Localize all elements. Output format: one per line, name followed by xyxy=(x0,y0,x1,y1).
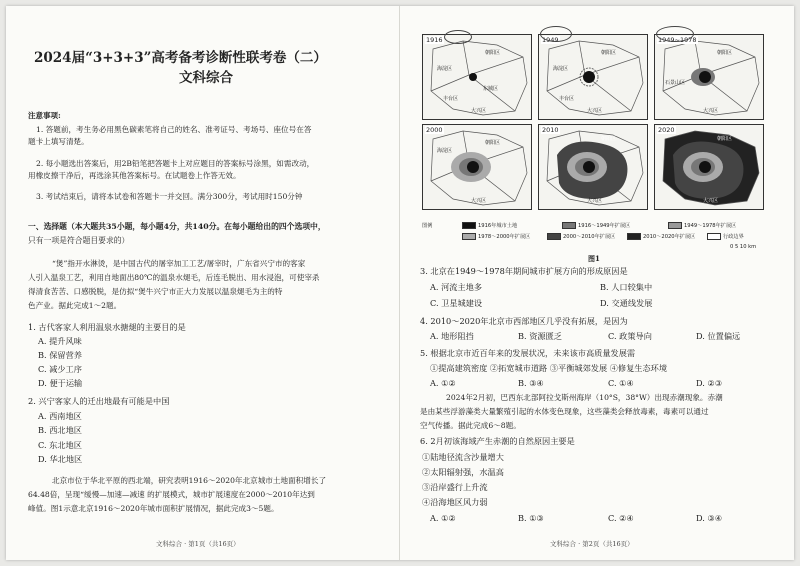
district-label: 海淀区 xyxy=(437,66,453,72)
q2-option-a[interactable]: A. 西南地区 xyxy=(38,411,82,421)
map-panel xyxy=(422,124,532,210)
q5-option-a[interactable]: A. ①② xyxy=(430,378,456,388)
map-panel xyxy=(538,34,648,120)
notice-heading: 注意事项: xyxy=(28,111,61,120)
district-label: 大兴区 xyxy=(471,108,487,114)
q2-option-d[interactable]: D. 华北地区 xyxy=(38,454,83,464)
section-heading: 一、选择题（本大题共35小题，每小题4分，共140分。在每小题给出的四个选项中， xyxy=(28,222,326,231)
q6-option-d[interactable]: D. ③④ xyxy=(696,513,723,523)
q5-option-b[interactable]: B. ③④ xyxy=(518,378,544,388)
notice-line: 题卡上填写清楚。 xyxy=(28,137,89,146)
legend-item: 2000～2010年扩展区 xyxy=(547,233,615,240)
q4-option-d[interactable]: D. 位置偏远 xyxy=(696,331,741,341)
map-year: 1949 xyxy=(542,36,559,44)
notice-line: 3. 考试结束后，请将本试卷和答题卡一并交回。满分300分，考试用时150分钟 xyxy=(36,192,303,201)
district-label: 朝阳区 xyxy=(485,140,501,146)
notice-line: 2. 每小题选出答案后，用2B铅笔把答题卡上对应题目的答案标号涂黑，如需改动， xyxy=(36,159,315,168)
passage-line: 人引入温泉工艺，利用自地面出80℃的温泉水煺毛，后连毛脱出、用水浸泡，可使宰杀 xyxy=(28,273,320,282)
legend-swatch xyxy=(707,233,721,240)
question-6: 6. 2月初该海域产生赤潮的自然原因主要是 xyxy=(420,436,575,446)
map-legend xyxy=(422,222,767,244)
district-label: 朝阳区 xyxy=(601,50,617,56)
district-label: 大兴区 xyxy=(703,198,719,204)
question-1: 1. 古代客家人利用温泉水搪煺的主要目的是 xyxy=(28,322,186,332)
notice-line: 1. 答题前，考生务必用黑色碳素笔将自己的姓名、准考证号、考场号、座位号在答 xyxy=(36,125,312,134)
district-label: 大兴区 xyxy=(703,108,719,114)
map-panel xyxy=(654,124,764,210)
q6-item: ①陆地径流含沙量增大 xyxy=(422,452,504,462)
page-footer: 文科综合 · 第2页（共16页） xyxy=(550,540,634,548)
passage-line: 2024年2月初，巴西东北部阿拉戈斯州海岸（10°S，38°W）出现赤潮现象。赤潮 xyxy=(446,393,723,402)
legend-item: 行政边界 xyxy=(707,233,744,240)
q5-option-c[interactable]: C. ①④ xyxy=(608,378,634,388)
map-year: 2020 xyxy=(658,126,675,134)
legend-item: 1949～1978年扩展区 xyxy=(668,222,736,229)
q6-item: ②太阳辐射强，水温高 xyxy=(422,467,504,477)
passage-line: 色产业。据此完成1～2题。 xyxy=(28,301,122,310)
district-label: 朝阳区 xyxy=(485,50,501,56)
q3-option-d[interactable]: D. 交通线发展 xyxy=(600,298,653,308)
exam-title: 2024届“3+3+3”高考备考诊断性联考卷（二） xyxy=(34,50,327,66)
district-label: 大兴区 xyxy=(471,198,487,204)
passage-line: 得清食苦苦、口感脱脱，是仿拟“煲牛兴宁市正大力发展以温泉煺毛为主的特 xyxy=(28,287,283,296)
map-panel xyxy=(654,34,764,120)
handwritten-circle xyxy=(656,26,694,42)
q4-option-a[interactable]: A. 地形阻挡 xyxy=(430,331,474,341)
district-label: 大兴区 xyxy=(587,108,603,114)
district-label: 东城区 xyxy=(483,86,499,92)
question-2: 2. 兴宁客家人的迁出地最有可能是中国 xyxy=(28,396,170,406)
legend-item: 1978～2000年扩展区 xyxy=(462,233,530,240)
legend-swatch xyxy=(668,222,682,229)
q4-option-b[interactable]: B. 资源匮乏 xyxy=(518,331,562,341)
map-year: 1949~1978 xyxy=(658,36,697,44)
map-figure xyxy=(422,34,762,210)
passage-line: 是由某些浮游藻类大量繁殖引起的水体变色现象，这些藻类会释放毒素，毒素可以通过 xyxy=(420,407,709,416)
legend-swatch xyxy=(547,233,561,240)
q3-option-a[interactable]: A. 河流主地多 xyxy=(430,282,483,292)
q5-items: ①提高建筑密度 ②拓宽城市道路 ③平衡城郊发展 ④修复生态环境 xyxy=(430,363,668,373)
passage-line: 峰值。图1示意北京1916～2020年城市面积扩展情况，据此完成3～5题。 xyxy=(28,504,279,513)
district-label: 朝阳区 xyxy=(601,136,617,142)
q1-option-c[interactable]: C. 减少工序 xyxy=(38,364,82,374)
q6-option-c[interactable]: C. ②④ xyxy=(608,513,634,523)
question-4: 4. 2010～2020年北京市西部地区几乎没有拓展，是因为 xyxy=(420,316,628,326)
q1-option-d[interactable]: D. 便于运输 xyxy=(38,378,83,388)
q1-option-b[interactable]: B. 保留营养 xyxy=(38,350,82,360)
district-label: 海淀区 xyxy=(553,66,569,72)
handwritten-circle xyxy=(444,30,472,44)
exam-subject: 文科综合 xyxy=(179,70,233,86)
q6-option-a[interactable]: A. ①② xyxy=(430,513,456,523)
district-label: 石景山区 xyxy=(665,80,686,86)
passage-line: 64.48倍，呈现“缓慢—加速—减速 的扩展模式，城市扩展速度在2000～2010年达到 xyxy=(28,490,315,499)
legend-swatch xyxy=(627,233,641,240)
legend-swatch xyxy=(562,222,576,229)
scale-bar: 0 5 10 km xyxy=(730,244,757,250)
legend-item: 1916～1949年扩展区 xyxy=(562,222,630,229)
page-footer: 文科综合 · 第1页（共16页） xyxy=(156,540,240,548)
q3-option-b[interactable]: B. 人口较集中 xyxy=(600,282,653,292)
passage-line: 北京市位于华北平原的西北端，研究表明1916～2020年北京城市土地面积增长了 xyxy=(52,476,327,485)
q1-option-a[interactable]: A. 提升风味 xyxy=(38,336,82,346)
map-panel xyxy=(538,124,648,210)
district-label: 朝阳区 xyxy=(717,136,733,142)
passage-line: “煲”指开水淋烫，是中国古代的屠宰加工工艺/屠宰时，广东省兴宁市的客家 xyxy=(52,259,306,268)
passage-line: 空气传播。据此完成6～8题。 xyxy=(420,421,521,430)
district-label: 丰台区 xyxy=(443,96,459,102)
question-3: 3. 北京在1949～1978年期间城市扩展方向的形成原因是 xyxy=(420,266,628,276)
map-year: 2000 xyxy=(426,126,443,134)
q6-option-b[interactable]: B. ①③ xyxy=(518,513,544,523)
legend-title: 图例 xyxy=(422,223,433,229)
district-label: 朝阳区 xyxy=(717,50,733,56)
q3-option-c[interactable]: C. 卫星城建设 xyxy=(430,298,483,308)
legend-item: 1916年城市土地 xyxy=(462,222,517,229)
right-page xyxy=(400,6,794,560)
map-panel xyxy=(422,34,532,120)
notice-line: 用橡皮擦干净后，再选涂其他答案标号。在试题卷上作答无效。 xyxy=(28,171,241,180)
q4-option-c[interactable]: C. 政策导向 xyxy=(608,331,652,341)
exam-sheet xyxy=(6,6,794,560)
left-page xyxy=(6,6,400,560)
map-year: 2010 xyxy=(542,126,559,134)
figure-label: 图1 xyxy=(588,254,600,263)
q5-option-d[interactable]: D. ②③ xyxy=(696,378,723,388)
legend-swatch xyxy=(462,233,476,240)
q6-item: ③沿岸盛行上升流 xyxy=(422,482,488,492)
question-5: 5. 根据北京市近百年来的发展状况，未来该市高质量发展需 xyxy=(420,348,636,358)
q6-item: ④沿海地区风力弱 xyxy=(422,497,488,507)
section-heading-cont: 只有一项是符合题目要求的） xyxy=(28,236,130,245)
q2-option-c[interactable]: C. 东北地区 xyxy=(38,440,82,450)
q2-option-b[interactable]: B. 西北地区 xyxy=(38,425,82,435)
legend-item: 2010～2020年扩展区 xyxy=(627,233,695,240)
map-year: 1916 xyxy=(426,36,443,44)
handwritten-circle xyxy=(540,26,572,42)
legend-swatch xyxy=(462,222,476,229)
district-label: 海淀区 xyxy=(437,148,453,154)
district-label: 大兴区 xyxy=(587,198,603,204)
district-label: 丰台区 xyxy=(559,96,575,102)
